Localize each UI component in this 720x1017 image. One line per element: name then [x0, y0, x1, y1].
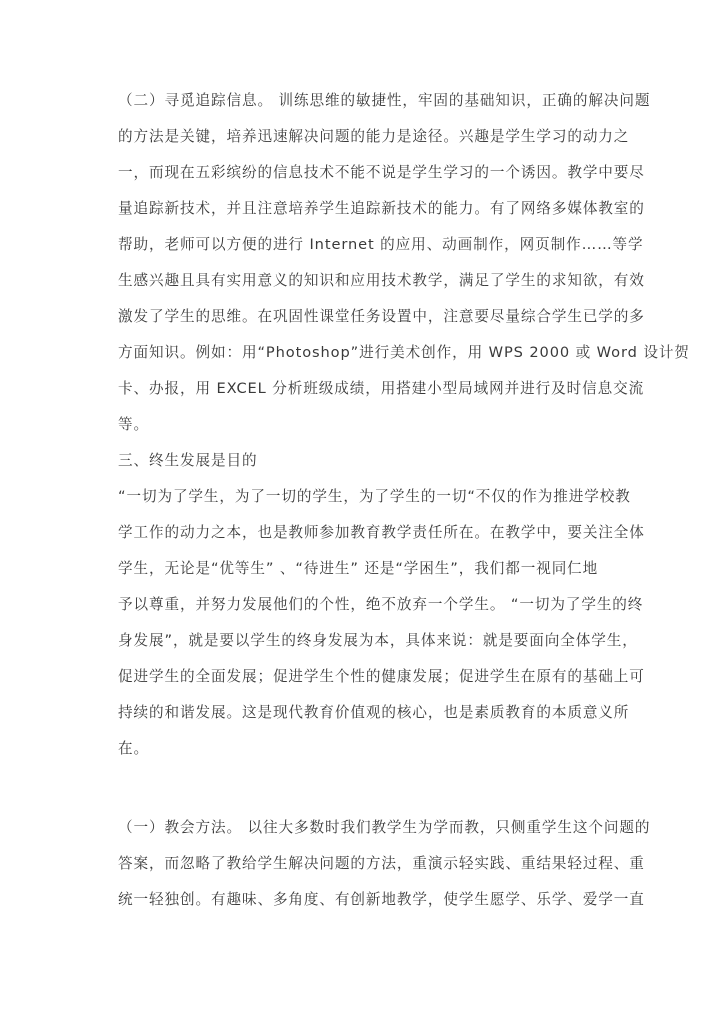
paragraph-line: 方面知识。例如：用“Photoshop”进行美术创作，用 WPS 2000 或 Word 设计贺 [118, 344, 690, 361]
paragraph-line: 答案，而忽略了教给学生解决问题的方法，重演示轻实践、重结果轻过程、重 [118, 855, 645, 872]
paragraph-line: 等。 [118, 416, 149, 433]
paragraph-line: 学工作的动力之本，也是教师参加教育教学责任所在。在教学中，要关注全体 [118, 524, 645, 541]
paragraph-line: 帮助，老师可以方便的进行 Internet 的应用、动画制作，网页制作……等学 [118, 236, 644, 253]
paragraph-line: 的方法是关键，培养迅速解决问题的能力是途径。兴趣是学生学习的动力之 [118, 128, 630, 145]
paragraph-line: 统一轻独创。有趣味、多角度、有创新地教学，使学生愿学、乐学、爱学一直 [118, 891, 645, 908]
paragraph-line: 身发展”，就是要以学生的终身发展为本，具体来说：就是要面向全体学生， [118, 632, 638, 649]
paragraph-line: 量追踪新技术，并且注意培养学生追踪新技术的能力。有了网络多媒体教室的 [118, 200, 645, 217]
paragraph-line: 生感兴趣且具有实用意义的知识和应用技术教学，满足了学生的求知欲，有效 [118, 272, 645, 289]
section-heading: 三、终生发展是目的 [118, 452, 258, 469]
paragraph-line: 持续的和谐发展。这是现代教育价值观的核心，也是素质教育的本质意义所 [118, 704, 630, 721]
paragraph-line: 学生，无论是“优等生” 、“待进生” 还是“学困生”，我们都一视同仁地 [118, 560, 599, 577]
paragraph-line: 激发了学生的思维。在巩固性课堂任务设置中，注意要尽量综合学生已学的多 [118, 308, 645, 325]
paragraph-line: 卡、办报，用 EXCEL 分析班级成绩，用搭建小型局域网并进行及时信息交流 [118, 380, 645, 397]
paragraph-line: 一，而现在五彩缤纷的信息技术不能不说是学生学习的一个诱因。教学中要尽 [118, 164, 645, 181]
paragraph-line: 在。 [118, 740, 149, 757]
paragraph-line: 予以尊重，并努力发展他们的个性，绝不放弃一个学生。 “一切为了学生的终 [118, 596, 644, 613]
paragraph-line: （一）教会方法。 以往大多数时我们教学生为学而教，只侧重学生这个问题的 [118, 819, 651, 836]
paragraph-line: “一切为了学生，为了一切的学生，为了学生的一切“不仅的作为推进学校教 [118, 488, 631, 505]
paragraph-line: （二）寻觅追踪信息。 训练思维的敏捷性，牢固的基础知识，正确的解决问题 [118, 92, 651, 109]
paragraph-line: 促进学生的全面发展；促进学生个性的健康发展；促进学生在原有的基础上可 [118, 668, 645, 685]
